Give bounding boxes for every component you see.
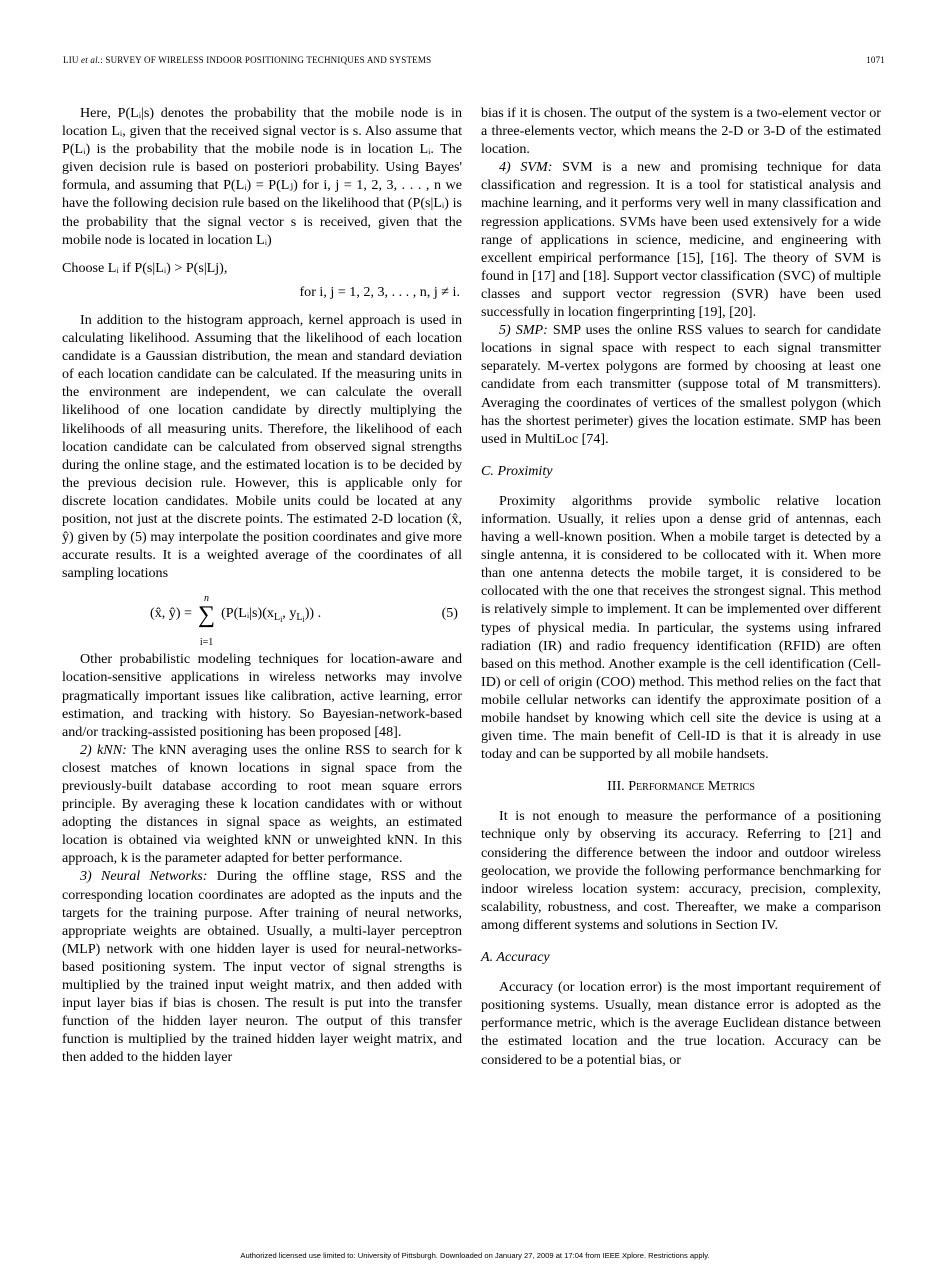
subsection-knn-head: 2) kNN: xyxy=(80,741,127,758)
section-heading-performance-metrics: III. Performance Metrics xyxy=(607,778,755,795)
equation-number: (5) xyxy=(441,605,458,622)
paragraph-accuracy: Accuracy (or location error) is the most important requirement of positioning systems. Usually, mean distance error is adopted as the performance metric, which is the average Euclidean distance between the estimated location and the true location. Accuracy can be considered to be a potential bias, or xyxy=(481,979,881,1068)
paragraph-neural-networks: 3) Neural Networks: During the offline stage, RSS and the corresponding location coordinates are adopted as the inputs and the targets for the training purpose. After training of neural networks, appropriate weights are obtained. Usually, a multi-layer perceptron (MLP) network with one hidden layer is used for neural-networks-based positioning system. The input vector of signal strengths is multiplied by the trained input weight matrix, and then added with input layer bias if bias is chosen. The result is put into the transfer function of the hidden layer neuron. The output of this transfer function is multiplied by the trained hidden layer weight matrix, and then added to the hidden layer xyxy=(62,868,463,1066)
right-column xyxy=(481,104,881,1069)
paragraph-kernel-approach: In addition to the histogram approach, kernel approach is used in calculating likelihood. Assuming that the likelihood of each location candidate is a Gaussian distribution, the mean and standard deviation of each location candidate can be calculated. If the measuring units in the environment are independent, we can calculate the overall likelihood of one location candidate by directly multiplying the likelihoods of all measuring units. Therefore, the likelihood of each location candidate can be calculated from observed signal strengths during the online stage, and the estimated location is to be decided by the previous decision rule. However, this is applicable only for discrete location candidates. Mobile units could be located at any position, not just at the discrete points. The estimated 2-D location (x̂, ŷ) given by (5) may interpolate the position coordinates and give more accurate results. It is a weighted average of the coordinates of all sampling locations xyxy=(62,311,462,582)
subsection-heading-proximity: C. Proximity xyxy=(481,462,553,479)
paragraph-svm: 4) SVM: SVM is a new and promising technique for data classification and regression. It is a tool for statistical analysis and machine learning, and it performs very well in many classification and regression applications. SVMs have been used extensively for a wide range of applications in science, medicine, and engineering with excellent empirical performance [15], [16]. The theory of SVM is found in [17] and [18]. Support vector classification (SVC) of multiple classes and support vector regression (SVR) have been used successfully in location fingerprinting [19], [20]. xyxy=(481,159,881,321)
summation-symbol: ∑ n i=1 xyxy=(197,593,216,649)
paragraph-performance-metrics: It is not enough to measure the performance of a positioning technique only by observing its accuracy. Referring to [21] and considering the difference between the indoor and outdoor wireless geolocation, we provide the following performance benchmarking for indoor wireless location system: accuracy, precision, complexity, scalability, robustness, and cost. Thereafter, we make a comparison among different systems and solutions in Section IV. xyxy=(481,808,881,933)
equation-5 xyxy=(62,590,462,649)
left-column xyxy=(62,104,462,1067)
paragraph-nn-continued: bias if it is chosen. The output of the system is a two-element vector or a three-elements vector, which means the 2-D or 3-D of the estimated location. xyxy=(481,105,881,158)
paragraph-proximity: Proximity algorithms provide symbolic relative location information. Usually, it relies upon a dense grid of antennas, each having a well-known position. When a mobile target is detected by a single antenna, it is considered to be collocated with it. When more than one antenna detects the mobile target, it is considered to be collocated with the one that receives the strongest signal. This method is relatively simple to implement. It can be implemented over different types of physical media. In particular, the systems using infrared radiation (IR) and radio frequency identification (RFID) are often based on this method. Another example is the cell identification (Cell-ID) or cell of origin (COO) method. This method relies on the fact that mobile cellular networks can identify the approximate position of a mobile handset by knowing which cell site the device is using at a given time. The main benefit of Cell-ID is that it is already in use today and can be supported by all mobile handsets. xyxy=(481,492,881,763)
decision-rule-line1: Choose Lᵢ if P(s|Lᵢ) > P(s|Lj), xyxy=(62,259,228,276)
equation-5-body: (x̂, ŷ) = ∑ n i=1 ($P(Lᵢ|s)(x_{L_i}$, $y_{L_i}$)) . xyxy=(150,593,322,649)
subsection-svm-head: 4) SVM: xyxy=(499,159,553,176)
subsection-smp-head: 5) SMP: xyxy=(499,322,548,339)
paragraph-other-probabilistic: Other probabilistic modeling techniques for location-aware and location-sensitive applications in wireless networks may involve pragmatically important issues like calibration, active learning, error estimation, and tracking with history. So Bayesian-network-based and/or tracking-assisted positioning has been proposed [48]. xyxy=(62,651,462,740)
subsection-heading-accuracy: A. Accuracy xyxy=(481,949,550,966)
page-number: 1071 xyxy=(866,55,885,65)
subsection-nn-head: 3) Neural Networks: xyxy=(80,868,208,885)
paragraph-smp: 5) SMP: SMP uses the online RSS values to search for candidate locations in signal space with respect to each signal transmitter separately. M-vertex polygons are formed by choosing at least one candidate from each transmitter (suppose total of M transmitters). Averaging the coordinates of vertices of the smallest polygon (which has the shortest perimeter) gives the location estimate. SMP has been used in MultiLoc [74]. xyxy=(481,322,881,447)
decision-rule-equation xyxy=(62,259,462,301)
paragraph-knn: 2) kNN: The kNN averaging uses the online RSS to search for k closest matches of known locations in signal space from the previously-built database according to root mean square errors principle. By averaging these k location candidates with or without adopting the distances in signal space as weights, an estimated location is obtained via weighted kNN or unweighted kNN. In this approach, k is the parameter adapted for better performance. xyxy=(62,741,462,867)
running-title: LIU et al.: SURVEY OF WIRELESS INDOOR POSITIONING TECHNIQUES AND SYSTEMS xyxy=(63,55,432,65)
running-header xyxy=(63,55,885,69)
decision-rule-line2: for i, j = 1, 2, 3, . . . , n, j ≠ i. xyxy=(299,283,460,300)
paragraph-bayes-rule: Here, P(Lᵢ|s) denotes the probability that the mobile node is in location Lᵢ, given that the received signal vector is s. Also assume that P(Lᵢ) is the probability that the mobile node is in location Lᵢ. The given decision rule is based on posteriori probability. Using Bayes' formula, and assuming that P(Lᵢ) = P(Lⱼ) for i, j = 1, 2, 3, . . . , n we have the following decision rule based on the likelihood that (P(s|Lᵢ) is the probability that the signal vector s is received, given that the mobile node is located in location Lᵢ) xyxy=(62,105,462,248)
license-footer: Authorized licensed use limited to: University of Pittsburgh. Downloaded on January 27, 2009 at 17:04 from IEEE Xplore. Restrictions apply. xyxy=(240,1251,710,1260)
